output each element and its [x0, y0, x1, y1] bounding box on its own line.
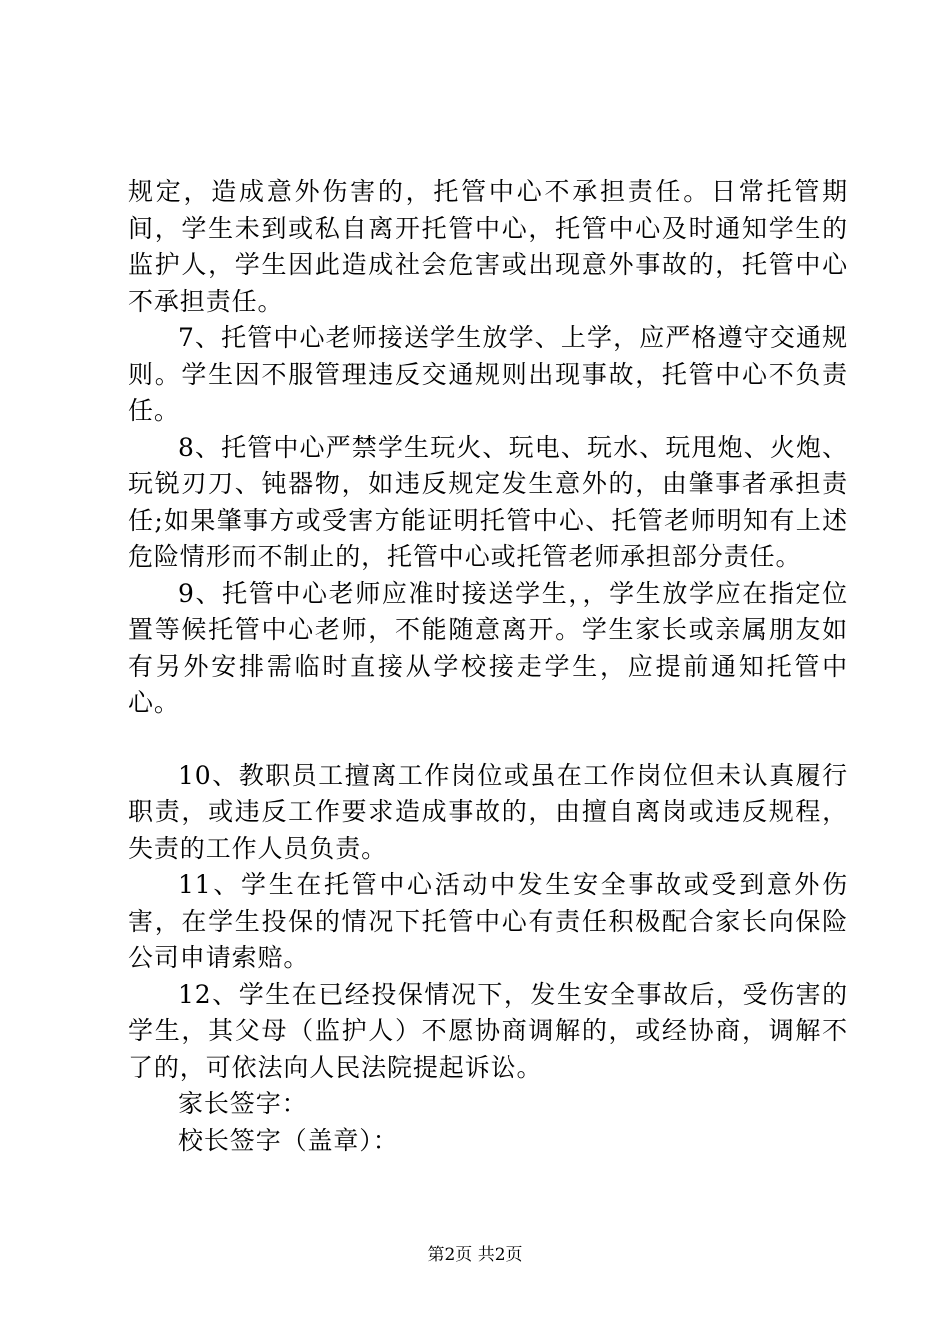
document-body: [128, 174, 848, 1159]
paragraph-item-12: 12、学生在已经投保情况下，发生安全事故后，受伤害的学生，其父母（监护人）不愿协商调解的，或经协商，调解不了的，可依法向人民法院提起诉讼。: [128, 979, 848, 1082]
page-footer: 第2页 共2页: [427, 1245, 523, 1265]
parent-signature-label: 家长签字：: [178, 1089, 308, 1118]
paragraph-continuation: 规定，造成意外伤害的，托管中心不承担责任。日常托管期间，学生未到或私自离开托管中心，托管中心及时通知学生的监护人，学生因此造成社会危害或出现意外事故的，托管中心不承担责任。: [128, 177, 848, 316]
principal-signature-label: 校长签字（盖章）：: [178, 1125, 399, 1155]
paragraph-item-9: 9、托管中心老师应准时接送学生，，学生放学应在指定位置等候托管中心老师，不能随意离开。学生家长或亲属朋友如有另外安排需临时直接从学校接走学生，应提前通知托管中心。: [128, 578, 848, 717]
paragraph-item-11: 11、学生在托管中心活动中发生安全事故或受到意外伤害，在学生投保的情况下托管中心有责任积极配合家长向保险公司申请索赔。: [128, 870, 848, 972]
paragraph-item-7: 7、托管中心老师接送学生放学、上学，应严格遵守交通规则。学生因不服管理违反交通规则出现事故，托管中心不负责任。: [128, 323, 848, 425]
paragraph-item-10: 10、教职员工擅离工作岗位或虽在工作岗位但未认真履行职责，或违反工作要求造成事故的，由擅自离岗或违反规程，失责的工作人员负责。: [128, 760, 848, 863]
paragraph-item-8: 8、托管中心严禁学生玩火、玩电、玩水、玩甩炮、火炮、玩锐刃刀、钝器物，如违反规定发生意外的，由肇事者承担责任;如果肇事方或受害方能证明托管中心、托管老师明知有上述危险情形而不制止的，托管中心或托管老师承担部分责任。: [128, 432, 848, 571]
